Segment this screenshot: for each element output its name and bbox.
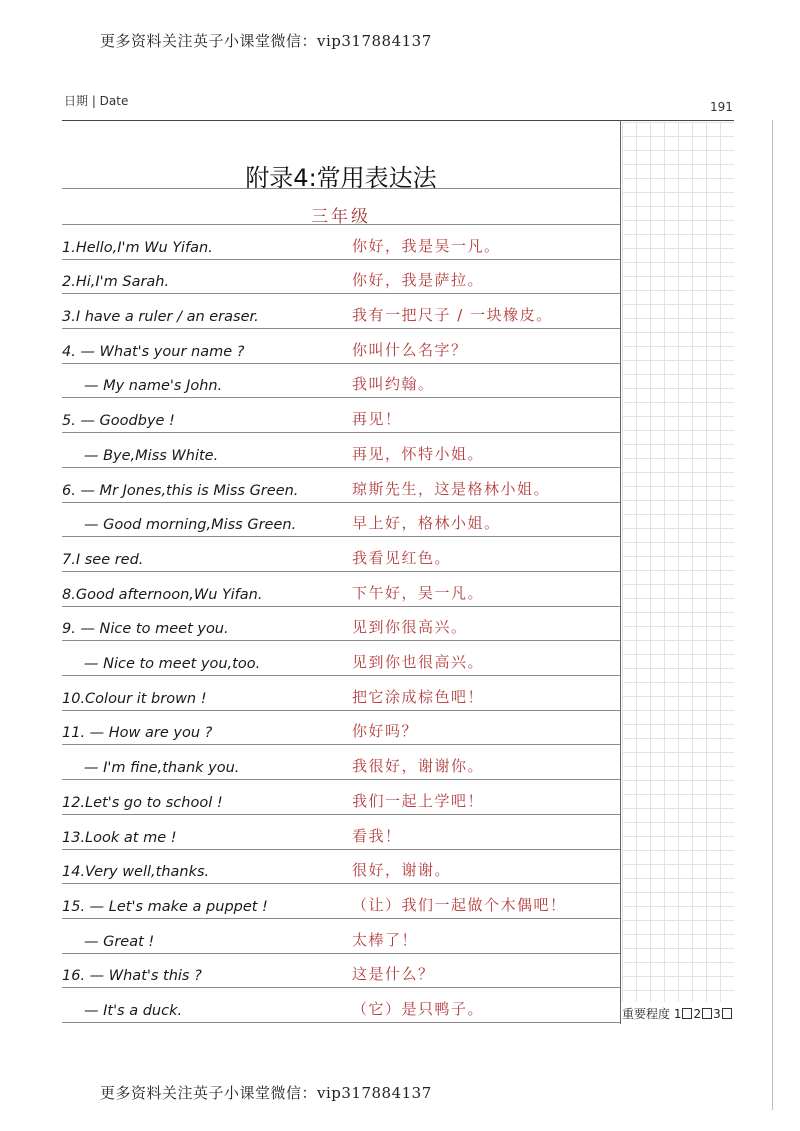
watermark-bottom: 更多资料关注英子小课堂微信：vip317884137 <box>100 1084 432 1102</box>
expression-row <box>62 814 620 850</box>
chinese-translation: （让）我们一起做个木偶吧！ <box>352 895 567 914</box>
page-title: 附录4:常用表达法 <box>245 164 437 192</box>
english-expression: — It's a duck. <box>84 1003 183 1020</box>
expression-row <box>62 883 620 919</box>
importance-label: 重要程度 <box>622 1007 671 1021</box>
expression-row <box>62 918 620 954</box>
expression-row <box>62 779 620 815</box>
english-expression: 15. — Let's make a puppet ! <box>62 898 268 915</box>
chinese-translation: 我有一把尺子 / 一块橡皮。 <box>352 306 553 325</box>
english-expression: 4. — What's your name ? <box>62 343 245 360</box>
english-expression: — I'm fine,thank you. <box>84 760 240 777</box>
expression-row <box>62 987 620 1023</box>
grid-margin <box>622 122 734 1002</box>
expression-row <box>62 849 620 885</box>
english-expression: — Bye,Miss White. <box>84 447 219 464</box>
grade-subtitle: 三年级 <box>311 207 371 227</box>
expression-row <box>62 259 620 295</box>
english-expression: 3.I have a ruler / an eraser. <box>62 309 259 326</box>
chinese-translation: 你叫什么名字？ <box>352 340 468 359</box>
expression-row <box>62 328 620 364</box>
chinese-translation: 再见！ <box>352 410 402 429</box>
chinese-translation: 下午好，吴一凡。 <box>352 583 485 602</box>
expression-row <box>62 953 620 989</box>
checkbox-2[interactable] <box>702 1008 712 1019</box>
english-expression: — My name's John. <box>84 378 223 395</box>
english-expression: 14.Very well,thanks. <box>62 864 210 881</box>
right-edge-line <box>772 120 773 1110</box>
english-expression: — Great ! <box>84 933 155 950</box>
expression-row <box>62 640 620 676</box>
english-expression: — Good morning,Miss Green. <box>84 517 297 534</box>
english-expression: 10.Colour it brown ! <box>62 690 207 707</box>
expression-row <box>62 571 620 607</box>
chinese-translation: 你好吗？ <box>352 722 419 741</box>
chinese-translation: 我看见红色。 <box>352 548 452 567</box>
english-expression: 8.Good afternoon,Wu Yifan. <box>62 586 263 603</box>
english-expression: 16. — What's this ? <box>62 968 202 985</box>
english-expression: 5. — Goodbye ! <box>62 413 175 430</box>
date-label: 日期 | Date <box>64 94 129 108</box>
chinese-translation: 早上好，格林小姐。 <box>352 514 501 533</box>
chinese-translation: 见到你也很高兴。 <box>352 653 485 672</box>
english-expression: 9. — Nice to meet you. <box>62 621 229 638</box>
importance-rating <box>622 1005 733 1022</box>
importance-level-2: 2 <box>693 1007 702 1021</box>
importance-level-1: 1 <box>673 1007 682 1021</box>
english-expression: 1.Hello,I'm Wu Yifan. <box>62 239 213 256</box>
english-expression: 11. — How are you ? <box>62 725 213 742</box>
page-number: 191 <box>710 100 733 114</box>
english-expression: — Nice to meet you,too. <box>84 656 261 673</box>
chinese-translation: 琼斯先生，这是格林小姐。 <box>352 479 551 498</box>
expression-row <box>62 502 620 538</box>
chinese-translation: 太棒了！ <box>352 930 419 949</box>
checkbox-3[interactable] <box>722 1008 732 1019</box>
chinese-translation: 见到你很高兴。 <box>352 618 468 637</box>
english-expression: 2.Hi,I'm Sarah. <box>62 274 170 291</box>
english-expression: 6. — Mr Jones,this is Miss Green. <box>62 482 299 499</box>
chinese-translation: 很好，谢谢。 <box>352 861 452 880</box>
importance-level-3: 3 <box>713 1007 721 1021</box>
chinese-translation: 再见，怀特小姐。 <box>352 444 485 463</box>
chinese-translation: 这是什么？ <box>352 965 435 984</box>
expression-row <box>62 467 620 503</box>
chinese-translation: 看我！ <box>352 826 402 845</box>
chinese-translation: 我叫约翰。 <box>352 375 435 394</box>
expression-row <box>62 293 620 329</box>
chinese-translation: （它）是只鸭子。 <box>352 1000 485 1019</box>
chinese-translation: 把它涂成棕色吧！ <box>352 687 485 706</box>
english-expression: 7.I see red. <box>62 551 144 568</box>
top-rule <box>62 120 734 121</box>
checkbox-1[interactable] <box>682 1008 692 1019</box>
watermark-top: 更多资料关注英子小课堂微信：vip317884137 <box>100 32 432 50</box>
expression-row <box>62 536 620 572</box>
english-expression: 13.Look at me ! <box>62 829 177 846</box>
chinese-translation: 我很好，谢谢你。 <box>352 757 485 776</box>
margin-line <box>620 120 621 1024</box>
expression-row <box>62 224 620 260</box>
expression-row <box>62 745 620 781</box>
chinese-translation: 我们一起上学吧！ <box>352 791 485 810</box>
expression-row <box>62 432 620 468</box>
expression-row <box>62 675 620 711</box>
chinese-translation: 你好，我是吴一凡。 <box>352 236 501 255</box>
expression-row <box>62 363 620 399</box>
expression-row <box>62 606 620 642</box>
expression-row <box>62 710 620 746</box>
chinese-translation: 你好，我是萨拉。 <box>352 271 485 290</box>
english-expression: 12.Let's go to school ! <box>62 794 223 811</box>
expression-row <box>62 398 620 434</box>
